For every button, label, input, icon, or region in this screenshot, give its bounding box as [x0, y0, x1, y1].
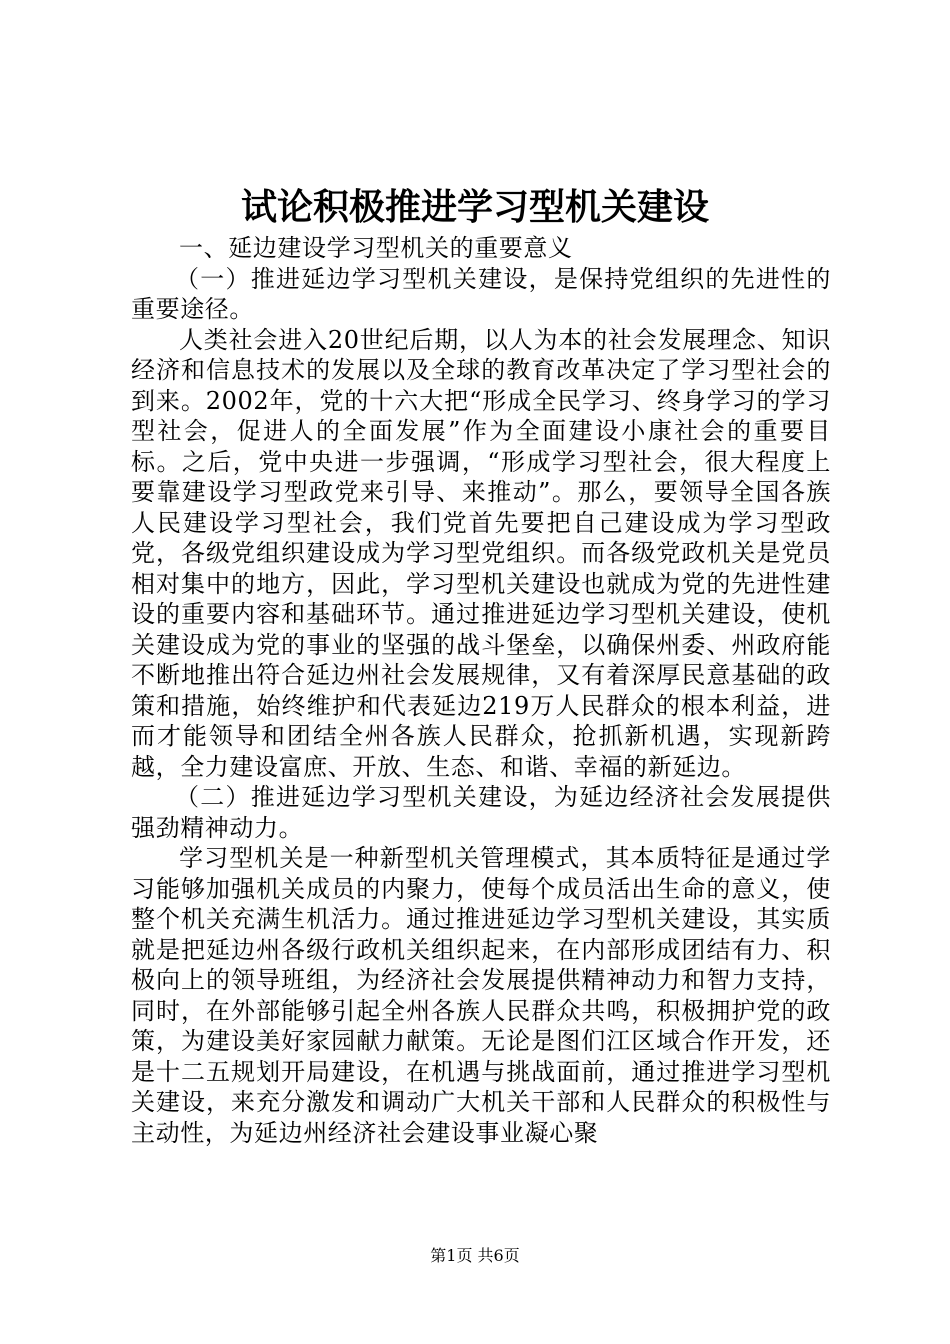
subsection-heading: （一）推进延边学习型机关建设，是保持党组织的先进性的重要途径。: [131, 264, 831, 323]
body-paragraph: 人类社会进入20世纪后期，以人为本的社会发展理念、知识经济和信息技术的发展以及全球的教育改革决定了学习型社会的到来。2002年，党的十六大把“形成全民学习、终身学习的学习型社会，促进人的全面发展”作为全面建设小康社会的重要目标。之后，党中央进一步强调，“形成学习型社会，很大程度上要靠建设学习型政党来引导、来推动”。那么，要领导全国各族人民建设学习型社会，我们党首先要把自己建设成为学习型政党，各级党组织建设成为学习型党组织。而各级党政机关是党员相对集中的地方，因此，学习型机关建设也就成为党的先进性建设的重要内容和基础环节。通过推进延边学习型机关建设，使机关建设成为党的事业的坚强的战斗堡垒，以确保州委、州政府能不断地推出符合延边州社会发展规律，又有着深厚民意基础的政策和措施，始终维护和代表延边219万人民群众的根本利益，进而才能领导和团结全州各族人民群众，抢抓新机遇，实现新跨越，全力建设富庶、开放、生态、和谐、幸福的新延边。: [131, 325, 831, 781]
subsection-heading: （二）推进延边学习型机关建设，为延边经济社会发展提供强劲精神动力。: [131, 783, 831, 842]
document-title: 试论积极推进学习型机关建设: [240, 187, 709, 228]
section-heading: 一、延边建设学习型机关的重要意义: [179, 234, 573, 262]
document-body: [131, 233, 831, 1148]
body-paragraph: 学习型机关是一种新型机关管理模式，其本质特征是通过学习能够加强机关成员的内聚力，使每个成员活出生命的意义，使整个机关充满生机活力。通过推进延边学习型机关建设，其实质就是把延边州各级行政机关组织起来，在内部形成团结有力、积极向上的领导班组，为经济社会发展提供精神动力和智力支持，同时，在外部能够引起全州各族人民群众共鸣，积极拥护党的政策，为建设美好家园献力献策。无论是图们江区域合作开发，还是十二五规划开局建设，在机遇与挑战面前，通过推进学习型机关建设，来充分激发和调动广大机关干部和人民群众的积极性与主动性，为延边州经济社会建设事业凝心聚: [131, 844, 831, 1147]
page-footer: 第1页 共6页: [430, 1246, 520, 1265]
